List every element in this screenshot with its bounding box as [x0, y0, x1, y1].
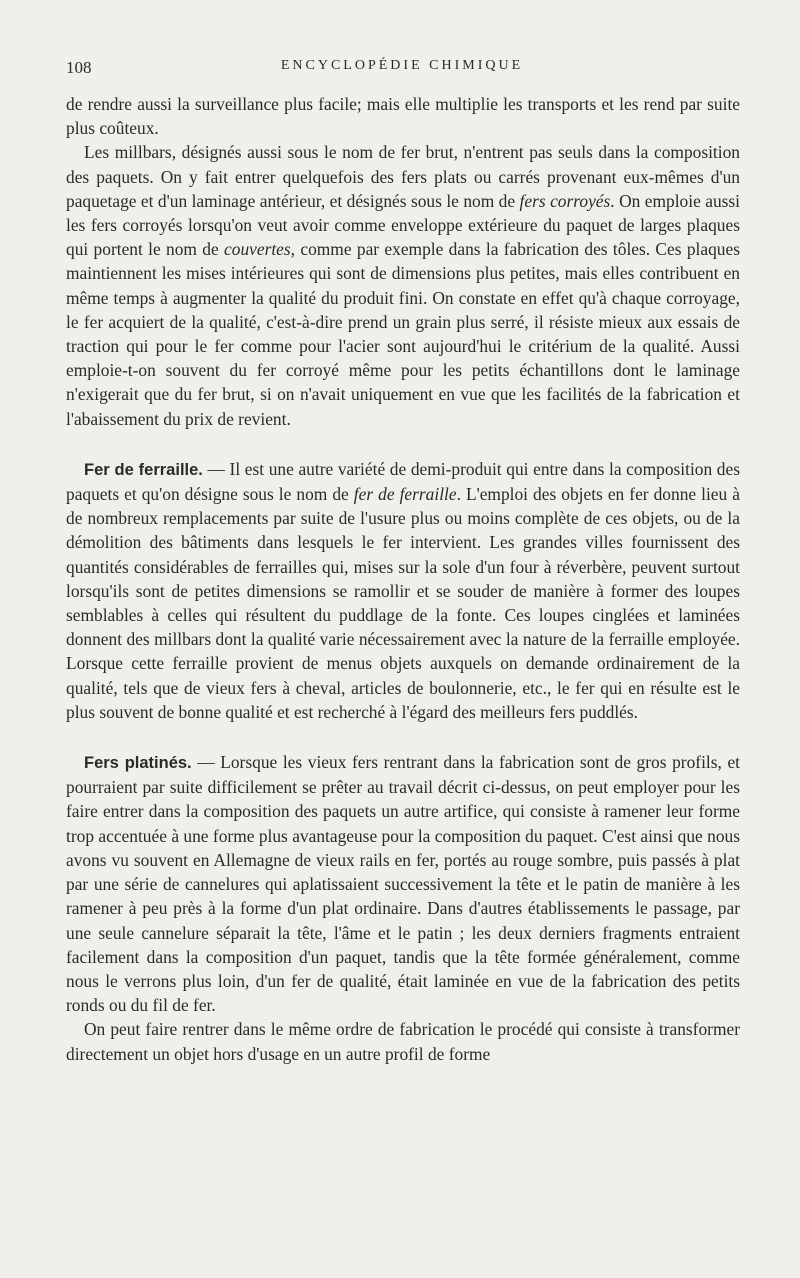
paragraph-text: . On emploie aussi les fers corroyés lorsqu'on veut avoir comme enveloppe extérieure du paquet de larges plaques qui portent le nom de	[66, 190, 741, 260]
paragraph-text: On peut faire rentrer dans le même ordre de fabrication le procédé qui consiste à transformer directement un objet hors d'usage en un autre profil de forme	[66, 1019, 740, 1064]
paragraph-text: , comme par exemple dans la fabrication des tôles. Ces plaques maintiennent les mises intérieures qui sont de dimensions plus petites, mais elles contribuent en même temps à augmenter la qualité du produit fini. On constate en effet qu'à chaque corroyage, le fer acquiert de la qualité, c'est-à-dire prend un grain plus serré, il résiste mieux aux essais de traction qui pour le fer comme pour l'acier sont aujourd'hui le critérium de la qualité. Aussi emploie-t-on souvent du fer corroyé même pour les petits échantillons dont le laminage n'exigerait que du fer brut, si on n'avait uniquement en vue que les facilités de la fabrication et l'abaissement du prix de revient.	[66, 239, 740, 429]
running-title: ENCYCLOPÉDIE CHIMIQUE	[280, 58, 524, 73]
paragraph-continued	[66, 92, 740, 140]
paragraph-text: — Il est une autre variété de demi-produit qui entre dans la composition des paquets et qu'on désigne sous le nom de	[66, 458, 740, 505]
page-number: 108	[66, 58, 92, 77]
page-header	[66, 58, 738, 82]
page-body	[66, 92, 740, 1066]
italic-term: fer de ferraille	[353, 484, 457, 505]
paragraph-text: Les millbars, désignés aussi sous le nom de fer brut, n'entrent pas seuls dans la composition des paquets. On y fait entrer quelquefois des fers plats ou carrés provenant eux-mêmes d'un paquetage et d'un laminage antérieur, et désignés sous le nom de	[66, 142, 740, 211]
italic-term: fers corroyés	[519, 190, 611, 211]
section-fer-de-ferraille	[66, 457, 740, 724]
italic-term: couvertes	[224, 239, 291, 260]
paragraph-millbars	[66, 140, 740, 430]
section-title: Fer de ferraille.	[84, 460, 203, 479]
paragraph-text: — Lorsque les vieux fers rentrant dans la fabrication sont de gros profils, et pourraient par suite difficilement se prêter au travail décrit ci-dessus, on peut employer pour les faire entrer dans la composition des paquets un autre artifice, qui consiste à ramener leur forme trop accentuée à une forme plus avantageuse pour la composition du paquet. C'est ainsi que nous avons vu souvent en Allemagne de vieux rails en fer, portés au rouge sombre, puis passés à plat par une série de cannelures qui aplatissaient successivement la tête et le patin de manière à les ramener à peu près à la forme d'un plat ordinaire. Dans d'autres établissements le passage, par une seule cannelure séparait la tête, l'âme et le patin ; les deux derniers fragments entraient facilement dans la composition d'un paquet, tandis que la tête formée généralement, comme nous le verrons plus loin, d'un fer de qualité, était laminée en vue de la fabrication des petits ronds ou du fil de fer.	[66, 752, 741, 1016]
section-fers-platines	[66, 750, 740, 1017]
paragraph-text: . L'emploi des objets en fer donne lieu à de nombreux remplacements par suite de l'usure plus ou moins complète de ces objets, ou de la démolition des bâtiments dans lesquels le fer intervient. Les grandes villes fournissent des quantités considérables de ferrailles qui, mises sur la sole d'un four à réverbère, peuvent surtout lorsqu'ils sont de petites dimensions se ramollir et se souder de manière à former des loupes semblables à celles qui résultent du puddlage de la fonte. Ces loupes cinglées et laminées donnent des millbars dont la qualité varie nécessairement avec la nature de la ferraille employée. Lorsque cette ferraille provient de menus objets auxquels on demande ordinairement de la qualité, tels que de vieux fers à cheval, articles de boulonnerie, etc., le fer qui en résulte est le plus souvent de bonne qualité et est recherché à l'égard des meilleurs fers puddlés.	[66, 484, 740, 722]
paragraph-text: de rendre aussi la surveillance plus facile; mais elle multiplie les transports et les rend par suite plus coûteux.	[66, 94, 740, 139]
paragraph-last	[66, 1017, 740, 1065]
section-title: Fers platinés.	[84, 754, 192, 773]
